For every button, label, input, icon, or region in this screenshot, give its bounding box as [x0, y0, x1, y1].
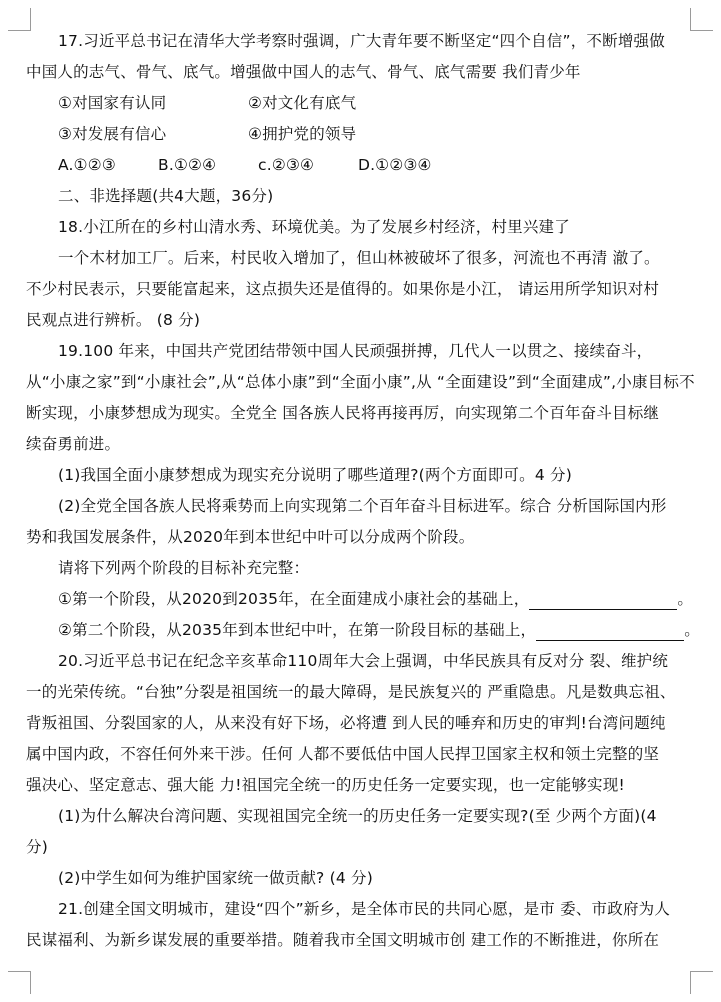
q19-stage-1-period: 。 [677, 590, 694, 608]
q19-line-4: 续奋勇前进。 [26, 435, 121, 453]
q19-line-2: 从“小康之家”到“小康社会”,从“总体小康”到“全面小康”,从 “全面建设”到“全面建成”,小康目标不 [26, 373, 695, 391]
q19-stage-2 [26, 615, 700, 646]
q17-option-2: ②对文化有底气 [248, 94, 357, 112]
q17-line-1: 17.习近平总书记在清华大学考察时强调，广大青年要不断坚定“四个自信”，不断增强做 [58, 32, 665, 50]
q19-stage-2-text: ②第二个阶段，从2035年到本世纪中叶，在第一阶段目标的基础上， [58, 621, 537, 639]
q17-choice-a: A.①②③ [58, 156, 116, 174]
q20-line-1: 20.习近平总书记在纪念辛亥革命110周年大会上强调，中华民族具有反对分 裂、维护统 [58, 652, 669, 670]
q20-line-3: 背叛祖国、分裂国家的人，从来没有好下场，必将遭 到人民的唾弃和历史的审判!台湾问题纯 [26, 714, 666, 732]
q19-stage-1 [26, 584, 694, 615]
q17-options-row-1 [26, 88, 694, 119]
q20-line-4: 属中国内政，不容任何外来干涉。任何 人都不要低估中国人民捍卫国家主权和领土完整的坚 [26, 745, 660, 763]
q20-sub-question-1-line-2: 分) [26, 838, 48, 856]
q18-line-2: 一个木材加工厂。后来，村民收入增加了，但山林被破坏了很多，河流也不再清 澈了。 [58, 249, 660, 267]
q21-line-2: 民谋福利、为新乡谋发展的重要举措。随着我市全国文明城市创 建工作的不断推进，你所在 [26, 931, 660, 949]
q17-choice-d: D.①②③④ [358, 156, 432, 174]
q20-sub-question-1-line-1: (1)为什么解决台湾问题、实现祖国完全统一的历史任务一定要实现?(至 少两个方面)(4 [58, 807, 657, 825]
q17-line-2: 中国人的志气、骨气、底气。增强做中国人的志气、骨气、底气需要 我们青少年 [26, 63, 581, 81]
q19-sub-question-1: (1)我国全面小康梦想成为现实充分说明了哪些道理?(两个方面即可。4 分) [58, 466, 572, 484]
crop-mark-bottom-right [690, 971, 713, 994]
q18-line-4: 民观点进行辨析。 (8 分) [26, 311, 201, 329]
q17-options-row-2 [26, 119, 694, 150]
q18-line-3: 不少村民表示，只要能富起来，这点损失还是值得的。如果你是小江， 请运用所学知识对村 [26, 280, 660, 298]
q17-option-3: ③对发展有信心 [58, 125, 167, 143]
q17-choice-b: B.①②④ [158, 156, 217, 174]
q17-option-1: ①对国家有认同 [58, 94, 167, 112]
q19-sub-question-2-line-2: 势和我国发展条件，从2020年到本世纪中叶可以分成两个阶段。 [26, 528, 475, 546]
q20-line-5: 强决心、坚定意志、强大能 力!祖国完全统一的历史任务一定要实现，也一定能够实现! [26, 776, 625, 794]
q17-choice-c: c.②③④ [258, 156, 315, 174]
crop-mark-bottom-left [8, 971, 31, 994]
q19-line-1: 19.100 年来，中国共产党团结带领中国人民顽强拼搏，几代人一以贯之、接续奋斗， [58, 342, 653, 360]
q19-stage-2-period: 。 [684, 621, 700, 639]
q19-sub-question-2-line-1: (2)全党全国各族人民将乘势而上向实现第二个百年奋斗目标进军。综合 分析国际国内形 [58, 497, 667, 515]
q20-sub-question-2: (2)中学生如何为维护国家统一做贡献? (4 分) [58, 869, 373, 887]
section-2-title: 二、非选择题(共4大题，36分) [58, 187, 274, 205]
q19-stage-1-text: ①第一个阶段，从2020到2035年，在全面建成小康社会的基础上， [58, 590, 530, 608]
q21-line-1: 21.创建全国文明城市，建设“四个”新乡，是全体市民的共同心愿，是市 委、市政府为人 [58, 900, 671, 918]
q17-option-4: ④拥护党的领导 [248, 125, 357, 143]
q19-instruction: 请将下列两个阶段的目标补充完整： [58, 559, 310, 577]
document-body [26, 26, 700, 956]
q20-line-2: 一的光荣传统。“台独”分裂是祖国统一的最大障碍，是民族复兴的 严重隐患。凡是数典忘祖、 [26, 683, 676, 701]
q19-stage-2-answer-blank[interactable] [536, 620, 684, 641]
q19-stage-1-answer-blank[interactable] [529, 589, 677, 610]
q17-choices [26, 150, 694, 181]
q19-line-3: 断实现，小康梦想成为现实。全党全 国各族人民将再接再厉，向实现第二个百年奋斗目标继 [26, 404, 660, 422]
q18-line-1: 18.小江所在的乡村山清水秀、环境优美。为了发展乡村经济，村里兴建了 [58, 218, 570, 236]
